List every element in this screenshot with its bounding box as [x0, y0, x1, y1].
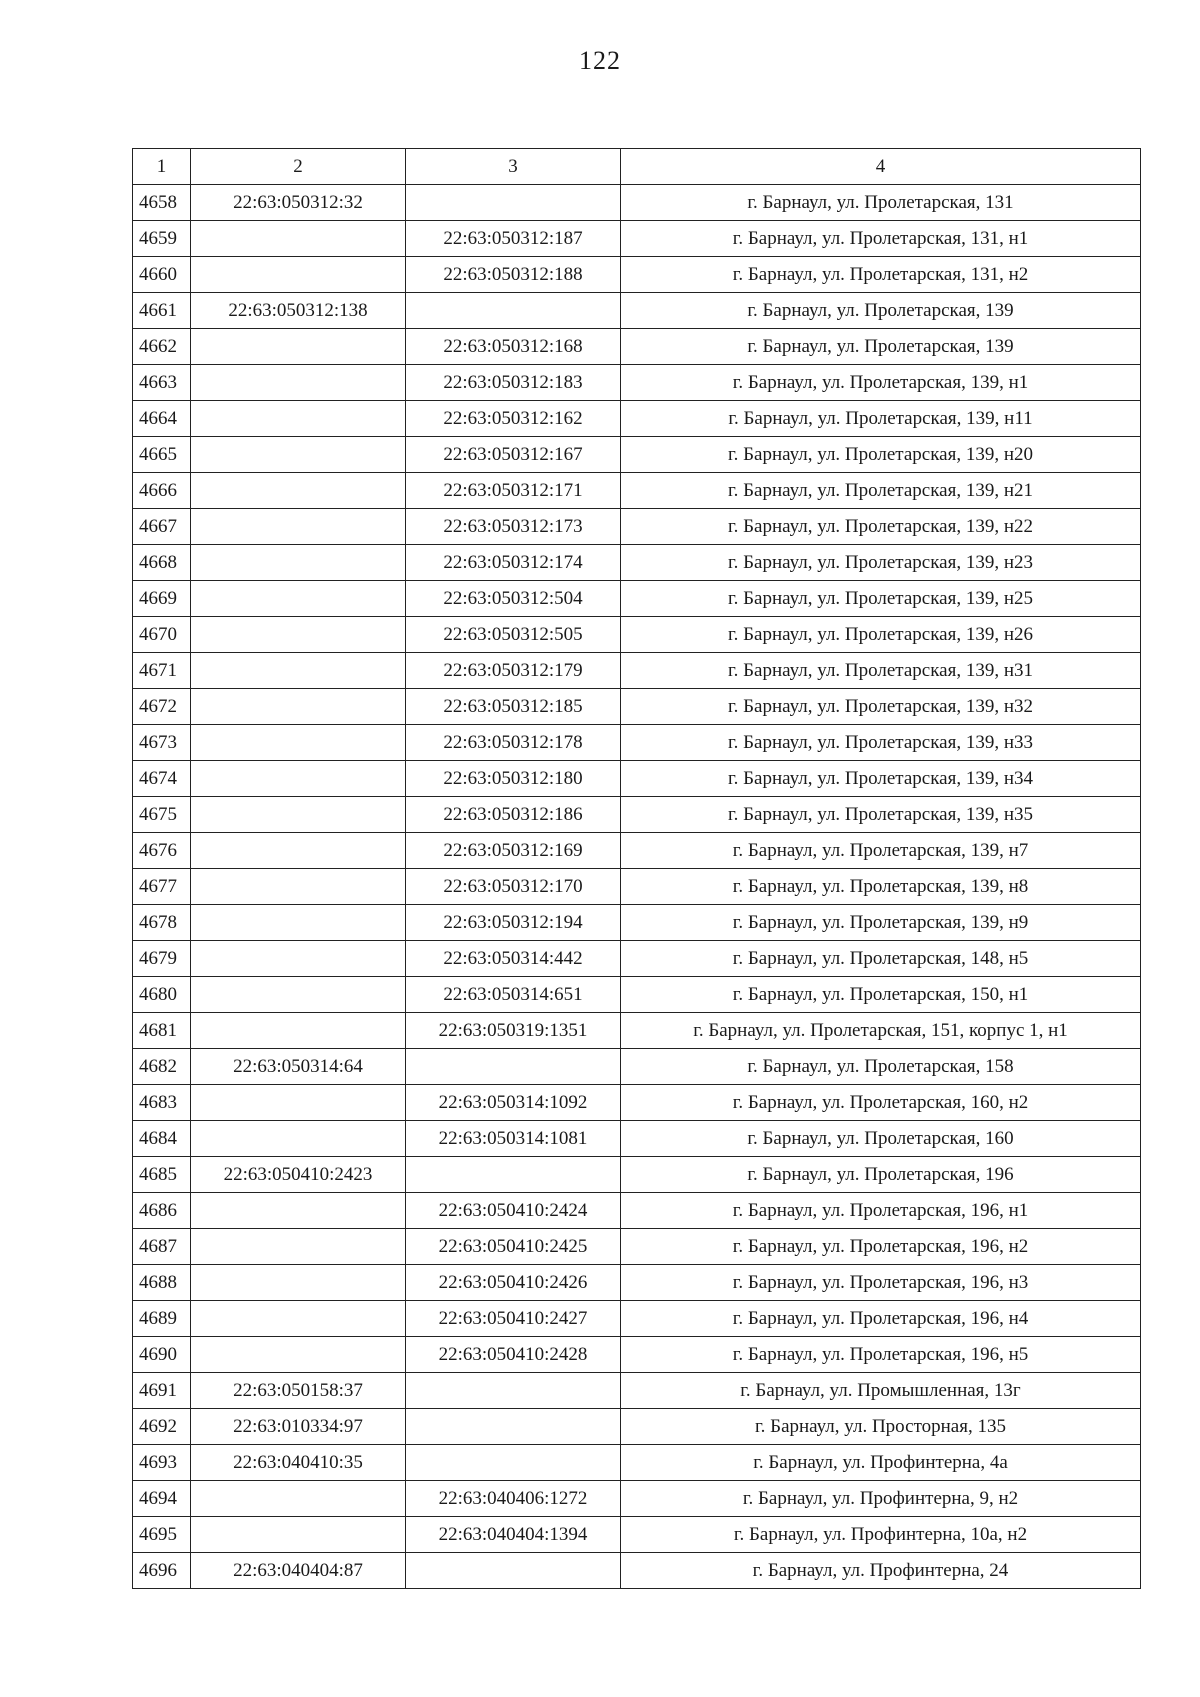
address-cell: г. Барнаул, ул. Пролетарская, 139, н31 — [621, 653, 1141, 689]
parcel-cadastral-number-cell — [191, 797, 406, 833]
object-cadastral-number-cell: 22:63:050312:167 — [406, 437, 621, 473]
parcel-cadastral-number-cell — [191, 1301, 406, 1337]
address-cell: г. Барнаул, ул. Пролетарская, 160, н2 — [621, 1085, 1141, 1121]
address-cell: г. Барнаул, ул. Пролетарская, 139, н11 — [621, 401, 1141, 437]
address-cell: г. Барнаул, ул. Профинтерна, 10а, н2 — [621, 1517, 1141, 1553]
parcel-cadastral-number-cell — [191, 437, 406, 473]
row-number-cell: 4662 — [133, 329, 191, 365]
address-cell: г. Барнаул, ул. Пролетарская, 139, н32 — [621, 689, 1141, 725]
parcel-cadastral-number-cell — [191, 329, 406, 365]
row-number-cell: 4684 — [133, 1121, 191, 1157]
page-number: 122 — [579, 46, 621, 75]
object-cadastral-number-cell: 22:63:050312:178 — [406, 725, 621, 761]
parcel-cadastral-number-cell — [191, 1193, 406, 1229]
row-number-cell: 4680 — [133, 977, 191, 1013]
object-cadastral-number-cell: 22:63:050312:173 — [406, 509, 621, 545]
row-number-cell: 4671 — [133, 653, 191, 689]
parcel-cadastral-number-cell — [191, 581, 406, 617]
row-number-cell: 4682 — [133, 1049, 191, 1085]
row-number-cell: 4685 — [133, 1157, 191, 1193]
parcel-cadastral-number-cell — [191, 725, 406, 761]
table-header-row — [133, 149, 1141, 185]
object-cadastral-number-cell: 22:63:050312:186 — [406, 797, 621, 833]
row-number-cell: 4687 — [133, 1229, 191, 1265]
address-cell: г. Барнаул, ул. Пролетарская, 196 — [621, 1157, 1141, 1193]
object-cadastral-number-cell: 22:63:050312:505 — [406, 617, 621, 653]
address-cell: г. Барнаул, ул. Пролетарская, 131 — [621, 185, 1141, 221]
row-number-cell: 4689 — [133, 1301, 191, 1337]
table-row — [133, 473, 1141, 509]
row-number-cell: 4659 — [133, 221, 191, 257]
parcel-cadastral-number-cell — [191, 941, 406, 977]
object-cadastral-number-cell: 22:63:040406:1272 — [406, 1481, 621, 1517]
parcel-cadastral-number-cell — [191, 1481, 406, 1517]
object-cadastral-number-cell: 22:63:050312:183 — [406, 365, 621, 401]
table-row — [133, 653, 1141, 689]
object-cadastral-number-cell: 22:63:050312:188 — [406, 257, 621, 293]
address-cell: г. Барнаул, ул. Пролетарская, 139, н33 — [621, 725, 1141, 761]
address-cell: г. Барнаул, ул. Пролетарская, 139, н8 — [621, 869, 1141, 905]
object-cadastral-number-cell: 22:63:050312:180 — [406, 761, 621, 797]
row-number-cell: 4658 — [133, 185, 191, 221]
table-row — [133, 1301, 1141, 1337]
object-cadastral-number-cell: 22:63:050312:169 — [406, 833, 621, 869]
table-row — [133, 1013, 1141, 1049]
table-row — [133, 1409, 1141, 1445]
parcel-cadastral-number-cell — [191, 833, 406, 869]
parcel-cadastral-number-cell: 22:63:010334:97 — [191, 1409, 406, 1445]
address-cell: г. Барнаул, ул. Профинтерна, 4а — [621, 1445, 1141, 1481]
row-number-cell: 4678 — [133, 905, 191, 941]
object-cadastral-number-cell — [406, 1445, 621, 1481]
table-row — [133, 1445, 1141, 1481]
table-row — [133, 941, 1141, 977]
row-number-cell: 4667 — [133, 509, 191, 545]
table-row — [133, 437, 1141, 473]
table-row — [133, 869, 1141, 905]
parcel-cadastral-number-cell: 22:63:050314:64 — [191, 1049, 406, 1085]
parcel-cadastral-number-cell — [191, 1121, 406, 1157]
object-cadastral-number-cell: 22:63:050312:171 — [406, 473, 621, 509]
parcel-cadastral-number-cell — [191, 869, 406, 905]
table-row — [133, 1373, 1141, 1409]
object-cadastral-number-cell: 22:63:050312:170 — [406, 869, 621, 905]
table-row — [133, 1085, 1141, 1121]
address-cell: г. Барнаул, ул. Пролетарская, 150, н1 — [621, 977, 1141, 1013]
row-number-cell: 4694 — [133, 1481, 191, 1517]
table-row — [133, 833, 1141, 869]
object-cadastral-number-cell: 22:63:050312:162 — [406, 401, 621, 437]
row-number-cell: 4692 — [133, 1409, 191, 1445]
parcel-cadastral-number-cell — [191, 545, 406, 581]
row-number-cell: 4663 — [133, 365, 191, 401]
parcel-cadastral-number-cell — [191, 653, 406, 689]
object-cadastral-number-cell — [406, 185, 621, 221]
address-cell: г. Барнаул, ул. Пролетарская, 196, н4 — [621, 1301, 1141, 1337]
table-row — [133, 401, 1141, 437]
table-row — [133, 329, 1141, 365]
row-number-cell: 4681 — [133, 1013, 191, 1049]
row-number-cell: 4674 — [133, 761, 191, 797]
row-number-cell: 4660 — [133, 257, 191, 293]
table-row — [133, 365, 1141, 401]
address-cell: г. Барнаул, ул. Профинтерна, 24 — [621, 1553, 1141, 1589]
row-number-cell: 4661 — [133, 293, 191, 329]
parcel-cadastral-number-cell — [191, 1337, 406, 1373]
address-cell: г. Барнаул, ул. Профинтерна, 9, н2 — [621, 1481, 1141, 1517]
address-cell: г. Барнаул, ул. Пролетарская, 139, н34 — [621, 761, 1141, 797]
address-cell: г. Барнаул, ул. Пролетарская, 139, н25 — [621, 581, 1141, 617]
address-cell: г. Барнаул, ул. Пролетарская, 131, н1 — [621, 221, 1141, 257]
table-row — [133, 1553, 1141, 1589]
object-cadastral-number-cell: 22:63:050312:168 — [406, 329, 621, 365]
table-row — [133, 689, 1141, 725]
parcel-cadastral-number-cell — [191, 401, 406, 437]
row-number-cell: 4669 — [133, 581, 191, 617]
table-row — [133, 293, 1141, 329]
address-cell: г. Барнаул, ул. Пролетарская, 158 — [621, 1049, 1141, 1085]
parcel-cadastral-number-cell — [191, 761, 406, 797]
row-number-cell: 4677 — [133, 869, 191, 905]
object-cadastral-number-cell — [406, 1049, 621, 1085]
address-cell: г. Барнаул, ул. Пролетарская, 151, корпус 1, н1 — [621, 1013, 1141, 1049]
address-cell: г. Барнаул, ул. Пролетарская, 139, н26 — [621, 617, 1141, 653]
object-cadastral-number-cell: 22:63:050312:185 — [406, 689, 621, 725]
object-cadastral-number-cell: 22:63:050410:2424 — [406, 1193, 621, 1229]
object-cadastral-number-cell — [406, 293, 621, 329]
row-number-cell: 4675 — [133, 797, 191, 833]
table-row — [133, 761, 1141, 797]
table-row — [133, 905, 1141, 941]
parcel-cadastral-number-cell — [191, 689, 406, 725]
object-cadastral-number-cell — [406, 1157, 621, 1193]
table-row — [133, 617, 1141, 653]
address-cell: г. Барнаул, ул. Пролетарская, 139 — [621, 293, 1141, 329]
object-cadastral-number-cell: 22:63:050314:1092 — [406, 1085, 621, 1121]
table-row — [133, 1481, 1141, 1517]
address-cell: г. Барнаул, ул. Просторная, 135 — [621, 1409, 1141, 1445]
row-number-cell: 4686 — [133, 1193, 191, 1229]
object-cadastral-number-cell: 22:63:050410:2426 — [406, 1265, 621, 1301]
parcel-cadastral-number-cell: 22:63:050312:138 — [191, 293, 406, 329]
parcel-cadastral-number-cell — [191, 509, 406, 545]
parcel-cadastral-number-cell — [191, 977, 406, 1013]
parcel-cadastral-number-cell — [191, 257, 406, 293]
parcel-cadastral-number-cell — [191, 473, 406, 509]
address-cell: г. Барнаул, ул. Пролетарская, 139, н35 — [621, 797, 1141, 833]
row-number-cell: 4664 — [133, 401, 191, 437]
row-number-cell: 4665 — [133, 437, 191, 473]
table-row — [133, 1229, 1141, 1265]
address-cell: г. Барнаул, ул. Пролетарская, 139 — [621, 329, 1141, 365]
object-cadastral-number-cell — [406, 1409, 621, 1445]
address-cell: г. Барнаул, ул. Пролетарская, 131, н2 — [621, 257, 1141, 293]
object-cadastral-number-cell: 22:63:050314:442 — [406, 941, 621, 977]
table-row — [133, 257, 1141, 293]
table-row — [133, 797, 1141, 833]
row-number-cell: 4695 — [133, 1517, 191, 1553]
parcel-cadastral-number-cell — [191, 1517, 406, 1553]
row-number-cell: 4670 — [133, 617, 191, 653]
column-header-2: 2 — [191, 149, 406, 185]
object-cadastral-number-cell: 22:63:050312:174 — [406, 545, 621, 581]
table-row — [133, 221, 1141, 257]
address-cell: г. Барнаул, ул. Пролетарская, 160 — [621, 1121, 1141, 1157]
object-cadastral-number-cell — [406, 1553, 621, 1589]
parcel-cadastral-number-cell — [191, 365, 406, 401]
parcel-cadastral-number-cell — [191, 1085, 406, 1121]
table-row — [133, 185, 1141, 221]
column-header-4: 4 — [621, 149, 1141, 185]
object-cadastral-number-cell — [406, 1373, 621, 1409]
table-row — [133, 725, 1141, 761]
parcel-cadastral-number-cell — [191, 905, 406, 941]
table-row — [133, 1517, 1141, 1553]
address-cell: г. Барнаул, ул. Пролетарская, 196, н1 — [621, 1193, 1141, 1229]
address-cell: г. Барнаул, ул. Пролетарская, 139, н20 — [621, 437, 1141, 473]
object-cadastral-number-cell: 22:63:050312:179 — [406, 653, 621, 689]
parcel-cadastral-number-cell — [191, 1013, 406, 1049]
object-cadastral-number-cell: 22:63:050319:1351 — [406, 1013, 621, 1049]
address-cell: г. Барнаул, ул. Пролетарская, 196, н5 — [621, 1337, 1141, 1373]
row-number-cell: 4666 — [133, 473, 191, 509]
row-number-cell: 4693 — [133, 1445, 191, 1481]
address-cell: г. Барнаул, ул. Пролетарская, 139, н9 — [621, 905, 1141, 941]
table-body — [133, 185, 1141, 1589]
address-cell: г. Барнаул, ул. Пролетарская, 139, н21 — [621, 473, 1141, 509]
object-cadastral-number-cell: 22:63:050410:2428 — [406, 1337, 621, 1373]
table-row — [133, 1337, 1141, 1373]
object-cadastral-number-cell: 22:63:050410:2427 — [406, 1301, 621, 1337]
row-number-cell: 4668 — [133, 545, 191, 581]
registry-table — [132, 148, 1141, 1589]
parcel-cadastral-number-cell — [191, 1265, 406, 1301]
address-cell: г. Барнаул, ул. Пролетарская, 148, н5 — [621, 941, 1141, 977]
object-cadastral-number-cell: 22:63:050312:194 — [406, 905, 621, 941]
parcel-cadastral-number-cell: 22:63:050312:32 — [191, 185, 406, 221]
parcel-cadastral-number-cell — [191, 221, 406, 257]
address-cell: г. Барнаул, ул. Промышленная, 13г — [621, 1373, 1141, 1409]
row-number-cell: 4676 — [133, 833, 191, 869]
address-cell: г. Барнаул, ул. Пролетарская, 139, н22 — [621, 509, 1141, 545]
row-number-cell: 4696 — [133, 1553, 191, 1589]
parcel-cadastral-number-cell: 22:63:050410:2423 — [191, 1157, 406, 1193]
address-cell: г. Барнаул, ул. Пролетарская, 196, н2 — [621, 1229, 1141, 1265]
object-cadastral-number-cell: 22:63:050312:504 — [406, 581, 621, 617]
table-row — [133, 1049, 1141, 1085]
object-cadastral-number-cell: 22:63:050314:651 — [406, 977, 621, 1013]
table-row — [133, 977, 1141, 1013]
object-cadastral-number-cell: 22:63:050410:2425 — [406, 1229, 621, 1265]
address-cell: г. Барнаул, ул. Пролетарская, 139, н7 — [621, 833, 1141, 869]
row-number-cell: 4690 — [133, 1337, 191, 1373]
parcel-cadastral-number-cell — [191, 617, 406, 653]
parcel-cadastral-number-cell: 22:63:040410:35 — [191, 1445, 406, 1481]
table-row — [133, 1121, 1141, 1157]
parcel-cadastral-number-cell — [191, 1229, 406, 1265]
address-cell: г. Барнаул, ул. Пролетарская, 139, н23 — [621, 545, 1141, 581]
object-cadastral-number-cell: 22:63:050314:1081 — [406, 1121, 621, 1157]
table-row — [133, 1157, 1141, 1193]
table-row — [133, 509, 1141, 545]
parcel-cadastral-number-cell: 22:63:050158:37 — [191, 1373, 406, 1409]
table-row — [133, 1265, 1141, 1301]
table-row — [133, 1193, 1141, 1229]
row-number-cell: 4688 — [133, 1265, 191, 1301]
parcel-cadastral-number-cell: 22:63:040404:87 — [191, 1553, 406, 1589]
row-number-cell: 4691 — [133, 1373, 191, 1409]
column-header-3: 3 — [406, 149, 621, 185]
row-number-cell: 4672 — [133, 689, 191, 725]
address-cell: г. Барнаул, ул. Пролетарская, 196, н3 — [621, 1265, 1141, 1301]
table-row — [133, 545, 1141, 581]
table-row — [133, 581, 1141, 617]
object-cadastral-number-cell: 22:63:040404:1394 — [406, 1517, 621, 1553]
address-cell: г. Барнаул, ул. Пролетарская, 139, н1 — [621, 365, 1141, 401]
row-number-cell: 4673 — [133, 725, 191, 761]
row-number-cell: 4679 — [133, 941, 191, 977]
row-number-cell: 4683 — [133, 1085, 191, 1121]
object-cadastral-number-cell: 22:63:050312:187 — [406, 221, 621, 257]
column-header-1: 1 — [133, 149, 191, 185]
